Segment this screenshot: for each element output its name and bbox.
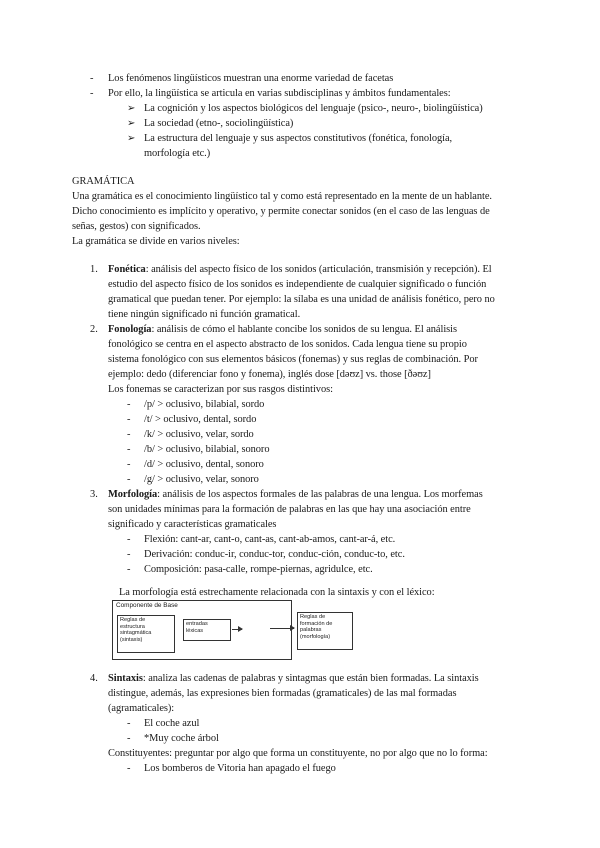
bullet-dash: - — [127, 733, 131, 744]
bullet-dash: - — [127, 399, 131, 410]
phoneme-item: /k/ > oclusivo, velar, sordo — [144, 429, 254, 440]
fonologia-line — [108, 322, 457, 337]
morfologia-line: significado y características gramaticales — [108, 519, 277, 530]
fonologia-line: Los fonemas se caracterizan por sus rasgos distintivos: — [108, 384, 333, 395]
sub-bullet-2: La sociedad (etno-, sociolingüística) — [144, 118, 294, 129]
sub-bullet-1: La cognición y los aspectos biológicos del lenguaje (psico-, neuro-, biolingüística) — [144, 103, 483, 114]
intro-bullet-1: Los fenómenos lingüísticos muestran una enorme variedad de facetas — [108, 73, 394, 84]
fonologia-term: Fonología — [108, 324, 152, 335]
bullet-dash: - — [127, 474, 131, 485]
bullet-dash: - — [90, 73, 94, 84]
arrow-right-icon — [270, 628, 294, 629]
syntax-example: El coche azul — [144, 718, 200, 729]
paragraph-line: Dicho conocimiento es implícito y operativo, y permite conectar sonidos (en el caso de las lenguas de — [72, 206, 490, 217]
diagram-box-morphology — [297, 612, 353, 650]
bullet-dash: - — [127, 564, 131, 575]
morphology-relation: La morfología está estrechamente relacionada con la sintaxis y con el léxico: — [119, 587, 435, 598]
paragraph-line: señas, gestos) con significados. — [72, 221, 201, 232]
fonologia-line: ejemplo: dedo (diferenciar fono y fonema), inglés dose [dəʊz] vs. those [ðəʊz] — [108, 369, 431, 380]
fonologia-line: sistema fonológico con sus elementos básicos (fonemas) y sus reglas de combinación. Por — [108, 354, 478, 365]
diagram-box-text: palabras — [300, 627, 322, 634]
phoneme-item: /p/ > oclusivo, bilabial, sordo — [144, 399, 265, 410]
intro-bullet-2: Por ello, la lingüística se articula en varias subdisciplinas y ámbitos fundamentales: — [108, 88, 451, 99]
diagram-title: Componente de Base — [116, 602, 178, 609]
constituent-example: Los bomberos de Vitoria han apagado el fuego — [144, 763, 336, 774]
morfologia-definition: : análisis de los aspectos formales de las palabras de una lengua. Los morfemas — [157, 489, 483, 500]
morfologia-line — [108, 487, 483, 502]
phoneme-item: /t/ > oclusivo, dental, sordo — [144, 414, 257, 425]
paragraph-line: La gramática se divide en varios niveles: — [72, 236, 240, 247]
fonetica-line: estudio del aspecto físico de los sonidos es independiente de cualquier significado o función — [108, 279, 487, 290]
fonologia-line: fonológico se centra en el aspecto abstracto de los sonidos. Cada lengua tiene su propio — [108, 339, 467, 350]
list-number: 4. — [90, 673, 98, 684]
morphology-type: Derivación: conduc-ir, conduc-tor, conduc-ción, conduc-to, etc. — [144, 549, 405, 560]
sintaxis-line: (agramaticales): — [108, 703, 175, 714]
diagram-box-text: (morfología) — [300, 633, 331, 640]
arrow-bullet-icon: ➢ — [127, 133, 136, 144]
phoneme-item: /d/ > oclusivo, dental, sonoro — [144, 459, 264, 470]
diagram-box-text: entradas — [186, 621, 208, 627]
morfologia-line: son unidades mínimas para la formación de palabras en las que hay una asociación entre — [108, 504, 471, 515]
diagram-box-text: léxicas — [186, 627, 204, 634]
diagram-box-text: estructura — [120, 623, 145, 630]
fonetica-line — [108, 262, 492, 277]
bullet-dash: - — [127, 763, 131, 774]
morphology-type: Flexión: cant-ar, cant-o, cant-as, cant-ab-amos, cant-ar-á, etc. — [144, 534, 396, 545]
grammar-component-diagram — [112, 600, 292, 660]
diagram-box-text: Reglas de — [300, 614, 326, 620]
sintaxis-line: distingue, además, las expresiones bien formadas (gramaticales) de las mal formadas — [108, 688, 457, 699]
morfologia-term: Morfología — [108, 489, 158, 500]
fonetica-term: Fonética — [108, 264, 146, 275]
fonologia-definition: : análisis de cómo el hablante concibe los sonidos de su lengua. El análisis — [151, 324, 457, 335]
sub-bullet-3: La estructura del lenguaje y sus aspectos constitutivos (fonética, fonología, — [144, 133, 453, 144]
bullet-dash: - — [127, 429, 131, 440]
section-title: GRAMÁTICA — [72, 176, 135, 187]
arrow-bullet-icon: ➢ — [127, 118, 136, 129]
diagram-box-text: sintagmática — [120, 630, 152, 637]
list-number: 3. — [90, 489, 98, 500]
list-number: 1. — [90, 264, 98, 275]
bullet-dash: - — [127, 414, 131, 425]
bullet-dash: - — [127, 534, 131, 545]
sintaxis-term: Sintaxis — [108, 673, 143, 684]
morphology-type: Composición: pasa-calle, rompe-piernas, agridulce, etc. — [144, 564, 373, 575]
diagram-box-text: Reglas de — [120, 617, 146, 623]
fonetica-definition: : análisis del aspecto físico de los sonidos (articulación, transmisión y recepción). El — [145, 264, 492, 275]
bullet-dash: - — [127, 459, 131, 470]
diagram-box-lexicon — [183, 619, 231, 641]
list-number: 2. — [90, 324, 98, 335]
sintaxis-line — [108, 671, 479, 686]
bullet-dash: - — [90, 88, 94, 99]
paragraph-line: Una gramática es el conocimiento lingüístico tal y como está representado en la mente de un hablante. — [72, 191, 492, 202]
sub-bullet-3-cont: morfología etc.) — [144, 148, 211, 159]
bullet-dash: - — [127, 718, 131, 729]
diagram-box-text: (sintaxis) — [120, 636, 143, 643]
bullet-dash: - — [127, 549, 131, 560]
arrow-right-icon — [232, 629, 242, 630]
constituents-line: Constituyentes: preguntar por algo que forma un constituyente, no por algo que no lo forma: — [108, 748, 488, 759]
fonetica-line: gramatical que puedan tener. Por ejemplo: la sílaba es una unidad de análisis fonético, pero no — [108, 294, 495, 305]
syntax-example: *Muy coche árbol — [144, 733, 219, 744]
arrow-bullet-icon: ➢ — [127, 103, 136, 114]
diagram-box-text: formación de — [300, 620, 333, 627]
diagram-box-syntax — [117, 615, 175, 653]
phoneme-item: /g/ > oclusivo, velar, sonoro — [144, 474, 259, 485]
fonetica-line: tiene ningún significado ni función gramatical. — [108, 309, 301, 320]
phoneme-item: /b/ > oclusivo, bilabial, sonoro — [144, 444, 270, 455]
bullet-dash: - — [127, 444, 131, 455]
sintaxis-definition: : analiza las cadenas de palabras y sintagmas que están bien formadas. La sintaxis — [142, 673, 479, 684]
